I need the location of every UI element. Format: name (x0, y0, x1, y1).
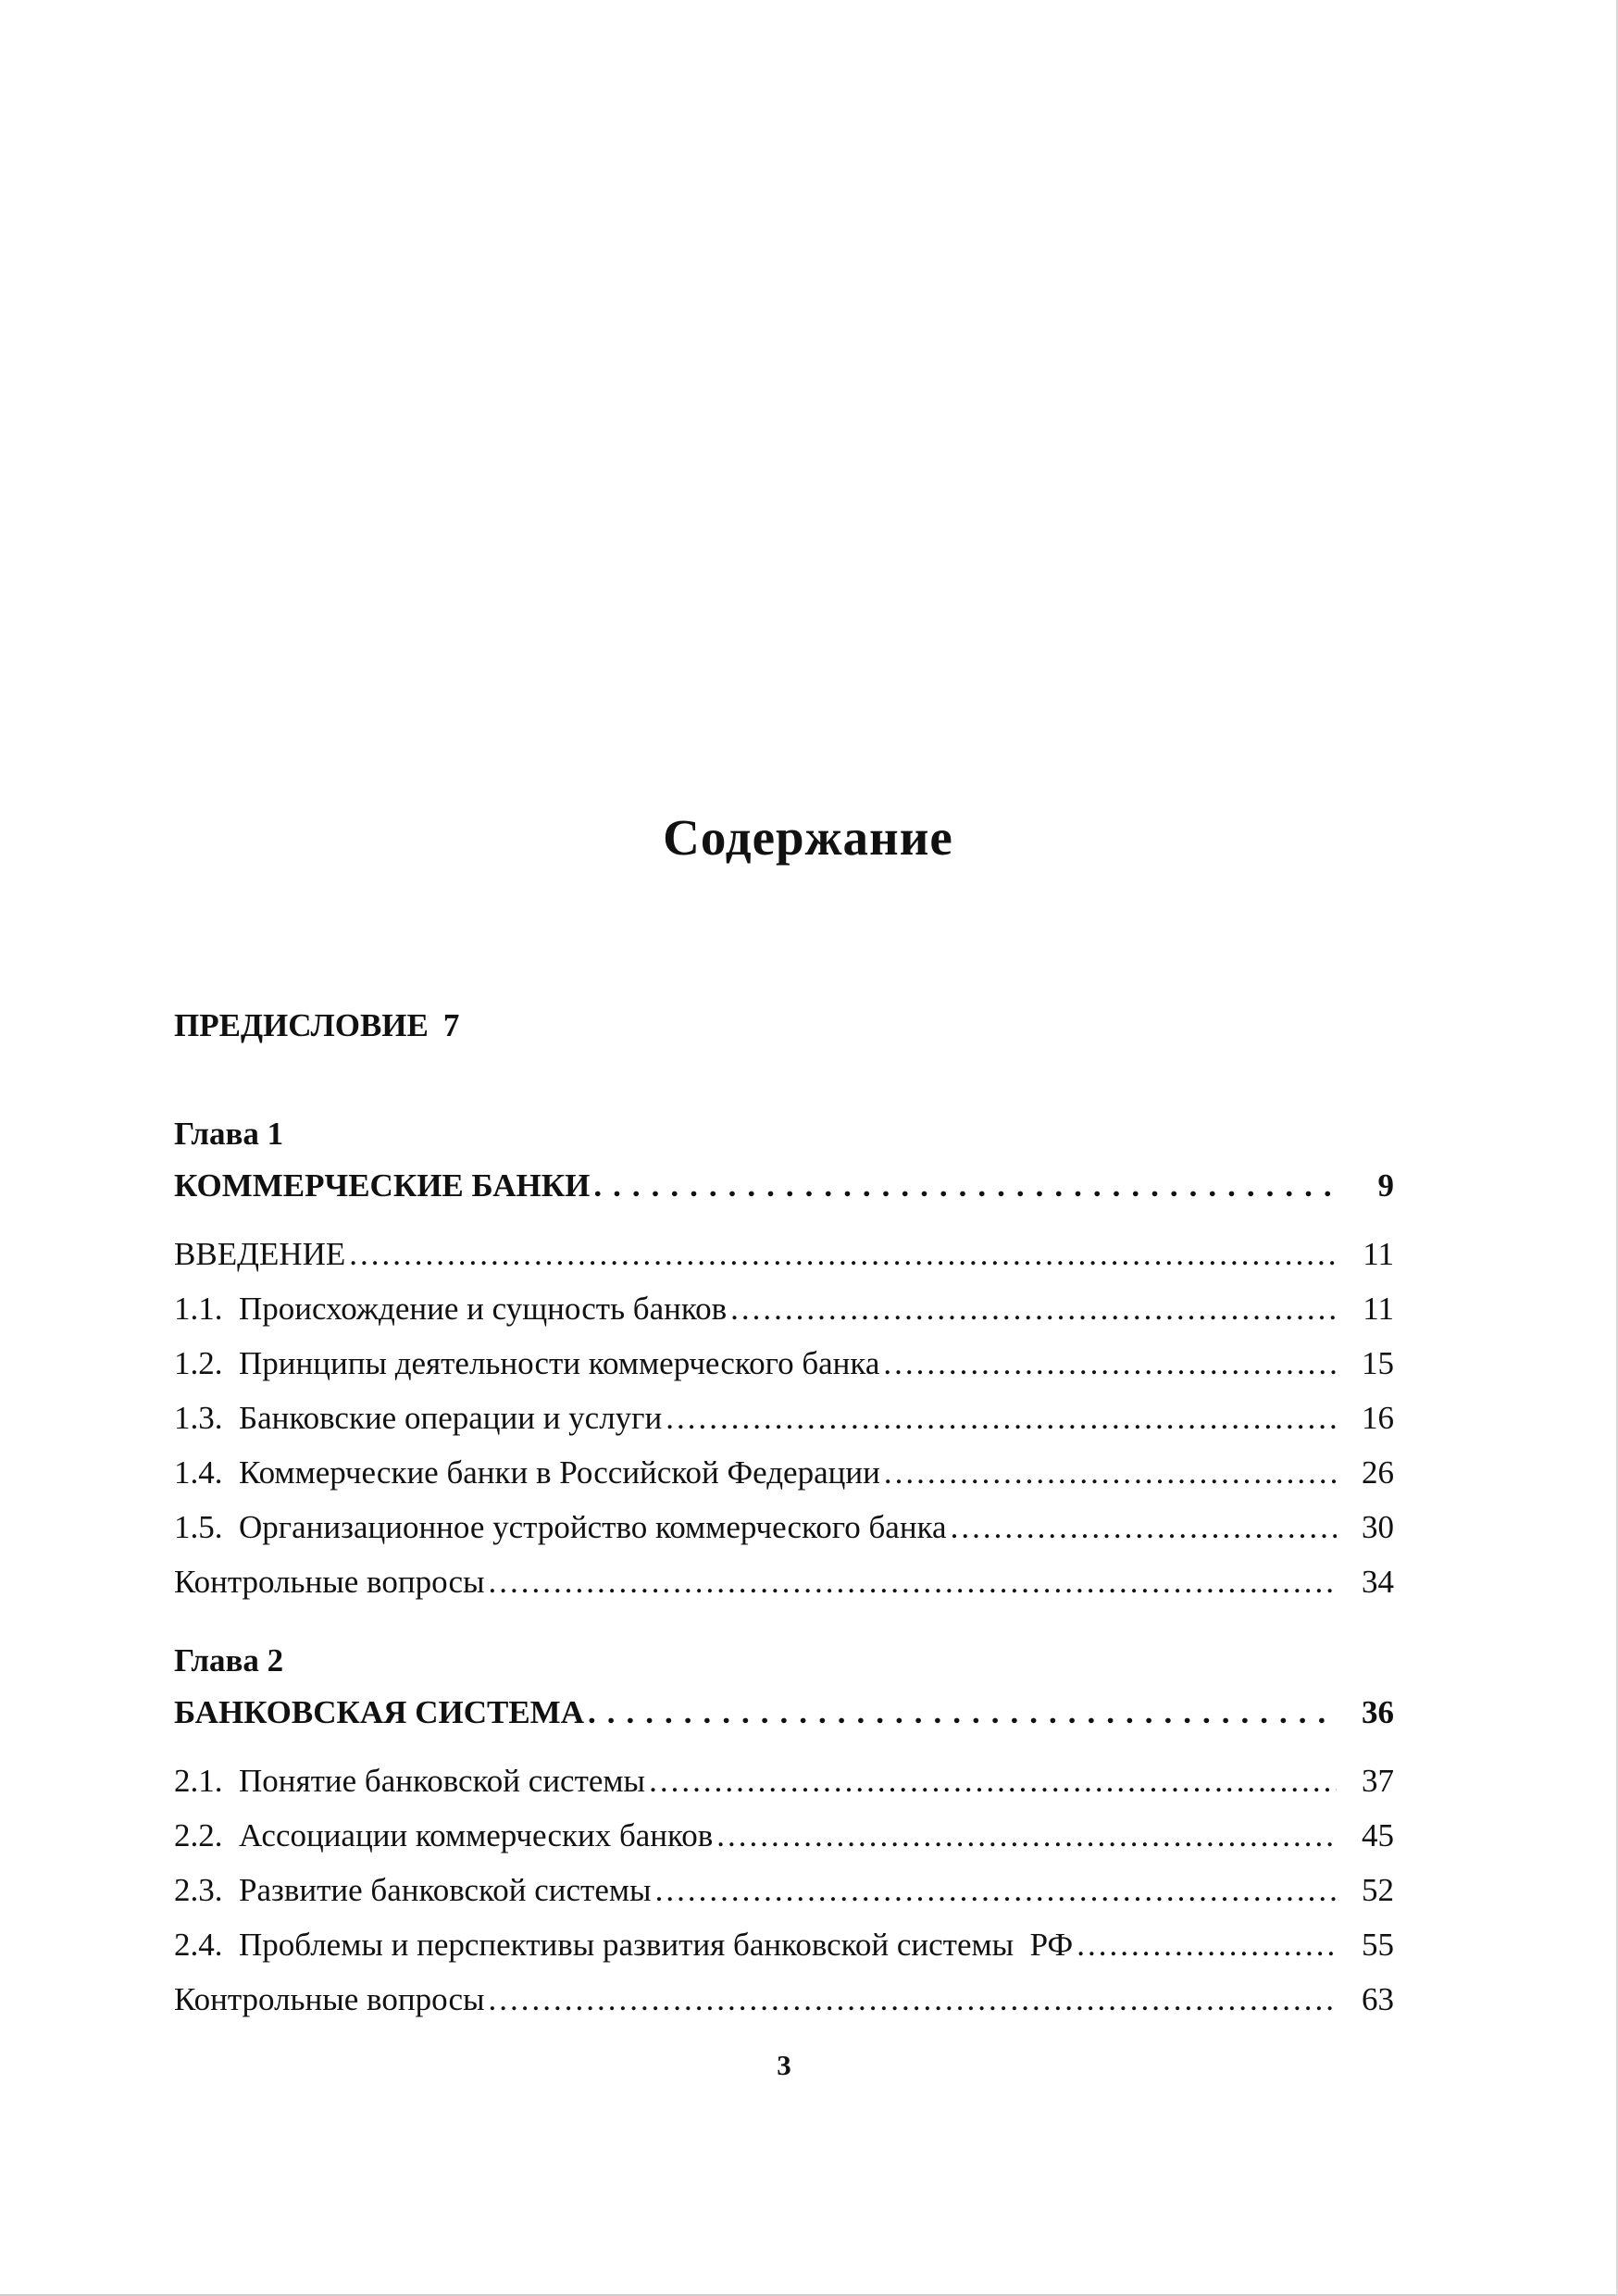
toc-entry (174, 1808, 1394, 1863)
chapter-title: КОММЕРЧЕСКИЕ БАНКИ (174, 1167, 591, 1204)
chapter-label: Глава 1 (174, 1116, 284, 1152)
dotted-leader (951, 1500, 1337, 1554)
toc-entry-page: 11 (1363, 1291, 1394, 1327)
toc-entry-label: 1.5. Организационное устройство коммерческого банка (174, 1509, 947, 1545)
toc-entry (174, 1336, 1394, 1391)
toc-entry-label: 1.1. Происхождение и сущность банков (174, 1291, 728, 1327)
toc-entry-label: 2.2. Ассоциации коммерческих банков (174, 1817, 714, 1853)
toc-preface-row (174, 998, 1394, 1053)
dotted-leader (884, 1445, 1337, 1500)
footer-page-number: 3 (777, 2049, 791, 2081)
toc-entry-label: 2.3. Развитие банковской системы (174, 1872, 652, 1908)
chapter-page-number: 9 (1377, 1167, 1394, 1204)
dotted-leader (588, 1687, 1337, 1739)
chapter-entries (174, 1227, 1394, 1609)
toc-entry-label: 1.3. Банковские операции и услуги (174, 1400, 663, 1436)
toc-entry-label: 1.2. Принципы деятельности коммерческого банка (174, 1345, 880, 1381)
toc-entry-label: Контрольные вопросы (174, 1981, 485, 2017)
toc-entry-page: 30 (1362, 1509, 1394, 1545)
preface-page-number: 7 (442, 1007, 460, 1043)
toc-entry (174, 1972, 1394, 2027)
page-title: Содержание (663, 809, 953, 866)
dotted-leader (883, 1336, 1337, 1391)
chapter-title-row (174, 1160, 1394, 1212)
toc-entry (174, 1753, 1394, 1808)
dotted-leader (666, 1391, 1337, 1445)
toc-entry (174, 1281, 1394, 1336)
toc-chapter-2 (174, 1635, 1394, 2027)
chapter-title: БАНКОВСКАЯ СИСТЕМА (174, 1694, 584, 1730)
toc-entry (174, 1500, 1394, 1554)
toc-entry-label: Контрольные вопросы (174, 1564, 485, 1600)
toc-entry (174, 1554, 1394, 1609)
dotted-leader (593, 1160, 1337, 1212)
toc-entry (174, 1391, 1394, 1445)
toc-chapter-1 (174, 1108, 1394, 1609)
chapter-entries (174, 1753, 1394, 2027)
toc-entry-page: 45 (1362, 1817, 1394, 1853)
dotted-leader (716, 1808, 1337, 1863)
toc-content (174, 998, 1394, 2084)
toc-entry-page: 55 (1362, 1927, 1394, 1963)
toc-entry (174, 1227, 1394, 1281)
dotted-leader (489, 1554, 1338, 1609)
dotted-leader (649, 1753, 1337, 1808)
toc-entry-page: 26 (1362, 1454, 1394, 1491)
title-wrap (0, 0, 1616, 868)
dotted-leader (349, 1227, 1337, 1281)
toc-entry-label: 2.1. Понятие банковской системы (174, 1763, 646, 1799)
preface-label: ПРЕДИСЛОВИЕ (174, 1007, 429, 1043)
toc-entry (174, 1445, 1394, 1500)
toc-entry (174, 1917, 1394, 1972)
toc-entry-page: 34 (1362, 1564, 1394, 1600)
toc-entry-label: 1.4. Коммерческие банки в Российской Федерации (174, 1454, 880, 1491)
toc-entry-page: 52 (1362, 1872, 1394, 1908)
toc-entry (174, 1863, 1394, 1917)
toc-entry-page: 15 (1362, 1345, 1394, 1381)
dotted-leader (655, 1863, 1337, 1917)
toc-entry-page: 63 (1362, 1981, 1394, 2017)
toc-entry-label: 2.4. Проблемы и перспективы развития банковской системы РФ (174, 1927, 1074, 1963)
dotted-leader (730, 1281, 1337, 1336)
toc-entry-label: ВВЕДЕНИЕ (174, 1236, 346, 1272)
toc-entry-page: 37 (1362, 1763, 1394, 1799)
dotted-leader (489, 1972, 1338, 2027)
toc-entry-page: 16 (1362, 1400, 1394, 1436)
dotted-leader (1077, 1917, 1337, 1972)
toc-entry-page: 11 (1363, 1236, 1394, 1272)
chapter-page-number: 36 (1362, 1694, 1394, 1730)
chapter-title-row (174, 1687, 1394, 1739)
chapter-label: Глава 2 (174, 1642, 284, 1678)
